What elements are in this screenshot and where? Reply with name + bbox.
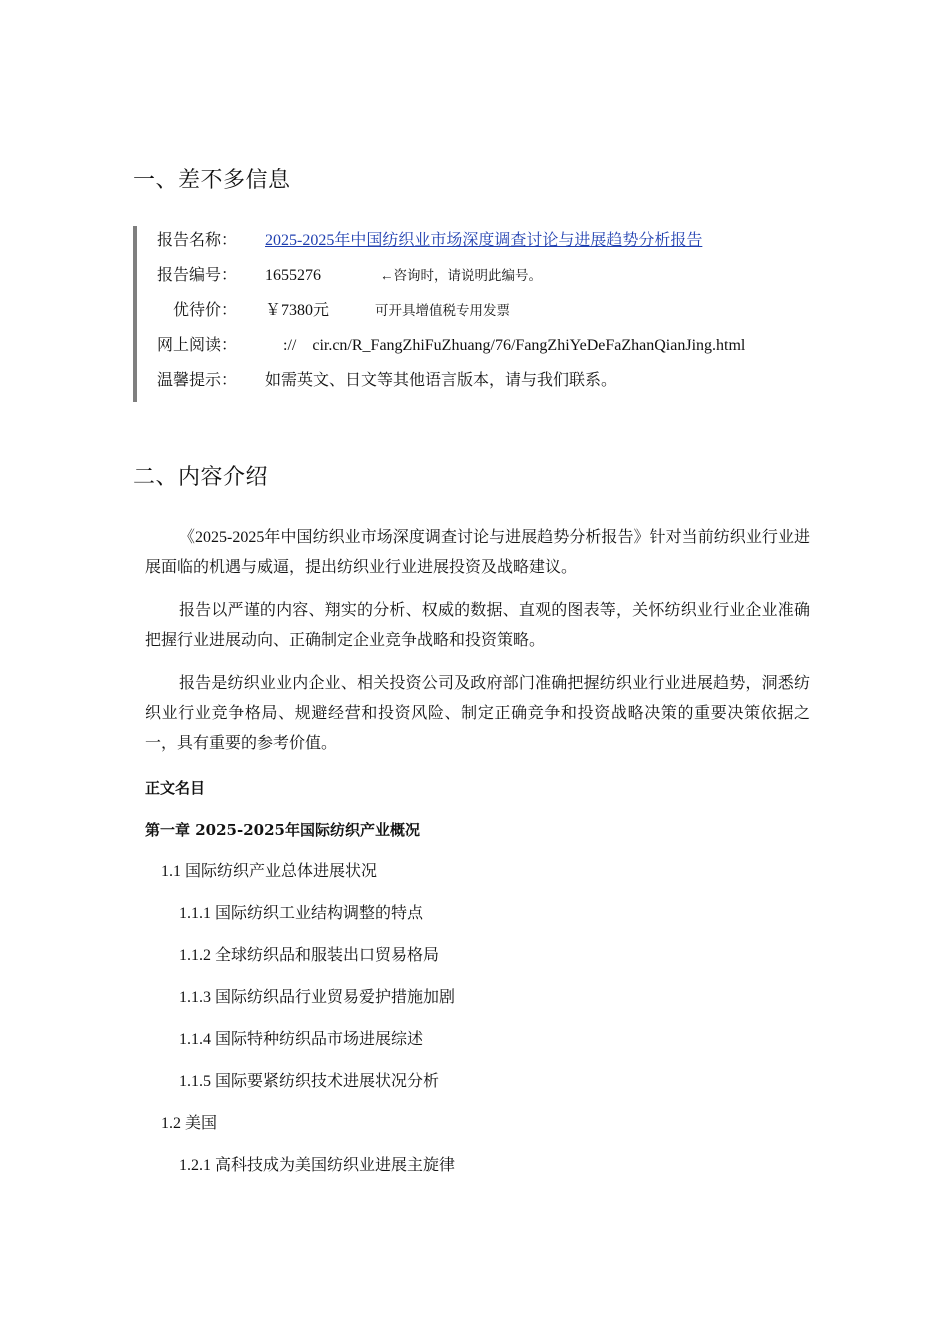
toc-section-1-1-4: 1.1.4 国际特种纺织品市场进展综述 [179, 1031, 424, 1048]
report-code-value: 1655276 [265, 267, 321, 284]
toc-heading: 正文名目 [145, 779, 206, 797]
invoice-note: 可开具增值税专用发票 [375, 303, 510, 318]
price-label: 优待价： [172, 302, 237, 319]
report-name-link[interactable]: 2025-2025年中国纺织业市场深度调查讨论与进展趋势分析报告 [265, 232, 703, 249]
tip-value: 如需英文、日文等其他语言版本，请与我们联系。 [265, 372, 618, 389]
toc-section-1-2-1: 1.2.1 高科技成为美国纺织业进展主旋律 [179, 1157, 456, 1174]
price-value: ￥7380元 [265, 302, 330, 319]
online-read-url[interactable]: :// cir.cn/R_FangZhiFuZhuang/76/FangZhiYeDeFaZhanQianJing.html [283, 337, 746, 354]
online-read-label: 网上阅读： [157, 337, 238, 354]
toc-section-1-2: 1.2 美国 [161, 1115, 218, 1132]
section-heading-content-intro: 二、内容介绍 [133, 465, 269, 490]
intro-paragraph-1: 《2025-2025年中国纺织业市场深度调查讨论与进展趋势分析报告》针对当前纺织业行业进展面临的机遇与威逼，提出纺织业行业进展投资及战略建议。 [145, 529, 810, 576]
intro-paragraph-3: 报告是纺织业业内企业、相关投资公司及政府部门准确把握纺织业行业进展趋势，洞悉纺织业行业竞争格局、规避经营和投资风险、制定正确竞争和投资战略决策的重要决策依据之一，具有重要的参考价值。 [145, 675, 810, 752]
intro-paragraph-2: 报告以严谨的内容、翔实的分析、权威的数据、直观的图表等，关怀纺织业行业企业准确把握行业进展动向、正确制定企业竞争战略和投资策略。 [145, 602, 810, 649]
toc-section-1-1-5: 1.1.5 国际要紧纺织技术进展状况分析 [179, 1073, 440, 1090]
toc-section-1-1-1: 1.1.1 国际纺织工业结构调整的特点 [179, 905, 424, 922]
toc-section-1-1-2: 1.1.2 全球纺织品和服装出口贸易格局 [179, 947, 440, 964]
section-heading-basic-info: 一、差不多信息 [133, 168, 291, 193]
tip-label: 温馨提示： [157, 372, 238, 389]
toc-chapter-1: 第一章 2025-2025年国际纺织产业概况 [145, 821, 420, 839]
report-code-note: ←咨询时，请说明此编号。 [380, 268, 542, 283]
report-info-box [133, 226, 837, 402]
toc-section-1-1: 1.1 国际纺织产业总体进展状况 [161, 863, 378, 880]
report-code-label: 报告编号： [157, 267, 238, 284]
report-name-label: 报告名称： [157, 232, 238, 249]
toc-section-1-1-3: 1.1.3 国际纺织品行业贸易爱护措施加剧 [179, 989, 456, 1006]
